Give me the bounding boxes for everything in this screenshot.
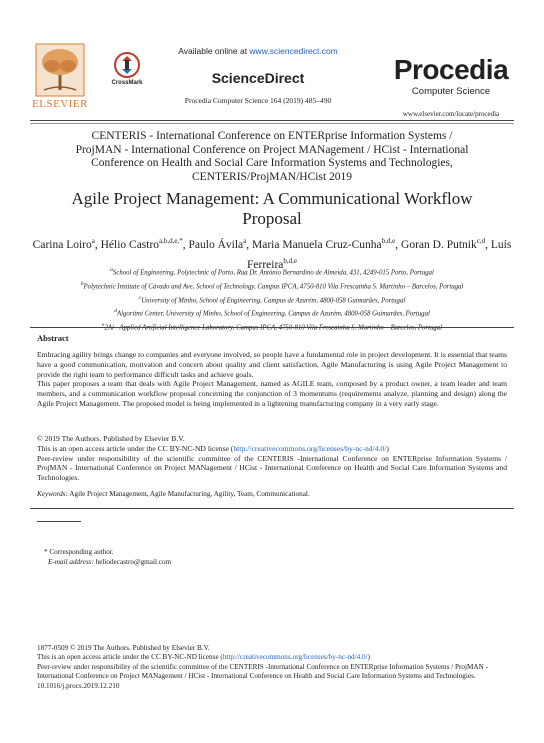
elsevier-tree-logo (30, 40, 90, 106)
abstract-top-rule (30, 327, 514, 328)
publisher-name: ELSEVIER (32, 98, 88, 110)
author: Luís Ferreira$^{b,d,e}$ (246, 238, 512, 271)
affiliation: $^b$Polytechnic Institute of Cávado and Ave, School of Technology, Campus IPCA, 4750-810 Vila Frescainha S. Martinho – Barcelos, Portugal (80, 280, 464, 291)
crossmark-label: CrossMark (111, 80, 143, 86)
affiliation: $^a$School of Engineering, Polytechnic of Porto, Rua Dr. António Bernardino de Almeida, 431, 4249-015 Porto, Portugal (110, 267, 434, 277)
email-label: E-mail address: (48, 558, 94, 566)
conference-name (36, 130, 508, 184)
footer-license-link[interactable]: http://creativecommons.org/licenses/by-nc-nd/4.0/ (222, 653, 368, 662)
conference-line: CENTERIS - International Conference on ENTERprise Information Systems / (91, 130, 453, 142)
procedia-url[interactable]: www.elsevier.com/locate/procedia (402, 110, 500, 118)
email-address[interactable]: heliodecastro@gmail.com (95, 558, 172, 566)
journal-reference: Procedia Computer Science 164 (2019) 485–490 (184, 96, 332, 105)
crossmark-icon[interactable] (114, 52, 140, 80)
footnote-rule (37, 521, 81, 522)
paper-title (36, 189, 508, 229)
sciencedirect-link[interactable]: www.sciencedirect.com (249, 46, 338, 56)
sciencedirect-brand: ScienceDirect (211, 70, 305, 86)
footer-peer-review: Peer-review under responsibility of the scientific committee of the CENTERIS -International Conference on ENTERprise Information Systems / ProjMAN - International Conference on Project MANagement / HCist - International Conference on Health and Social Care Information Systems and Technologies. (37, 662, 488, 681)
abstract-paragraph: Embracing agility brings change to companies and everyone involved, so people have a fundamental role in project development. It is essential that teams have a good communication, motivation and concern about quality and client satisfaction, Agile Manufacturing is using Agile Project Management to provide the right team to performance difficult tasks and achieve goals. (37, 350, 507, 379)
available-prefix: Available online at (178, 46, 250, 56)
title-line: Agile Project Management: A Communicational Workflow (71, 189, 473, 208)
abstract-body (37, 350, 507, 409)
keywords (37, 490, 507, 498)
conference-line: Conference on Health and Social Care Information Systems and Technologies, (91, 157, 453, 169)
author: Goran D. Putnik$^{c,d}$ (401, 237, 486, 251)
affiliation: $^c$University of Minho, School of Engineering, Campus de Azurém, 4800-058 Guimarães, Portugal (138, 294, 406, 304)
affiliation: $^e$2Ai - Applied Artificial Intelligence Laboratory, Campus IPCA, 4750-810 Vila Frescainha S. Martinho – Barcelos, Portugal (101, 322, 443, 332)
peer-review: Peer-review under responsibility of the scientific committee of the CENTERIS -International Conference on ENTERprise Information Systems / ProjMAN - International Conference on Project MANagement / HCist - International Conference on Health and Social Care Information Systems and Technologies. (37, 453, 507, 483)
footer (37, 644, 507, 691)
affiliation: $^d$Algoritmi Center, University of Minho, School of Engineering, Campus de Azurém, 4800-058 Guimarães, Portugal (114, 308, 430, 318)
footer-doi[interactable]: 10.1016/j.procs.2019.12.210 (37, 681, 120, 690)
footer-issn: 1877-0509 © 2019 The Authors. Published by Elsevier B.V. (37, 644, 210, 652)
conference-line: CENTERIS/ProjMAN/HCist 2019 (191, 170, 353, 183)
procedia-subtitle: Computer Science (411, 86, 491, 97)
corresponding-author: * Corresponding author. (44, 548, 114, 556)
keywords-bottom-rule (30, 508, 514, 509)
keywords-text: Agile Project Management, Agile Manufacturing, Agility, Team, Communicational. (69, 490, 310, 498)
conference-line: ProjMAN - International Conference on Project MANagement / HCist - International (75, 143, 469, 156)
email-line (48, 558, 171, 566)
author: Carina Loiro$^a$ (32, 237, 95, 251)
author: Hélio Castro$^{a,b,d,e,*}$ (100, 237, 183, 251)
title-line: Proposal (242, 209, 302, 228)
author-list: Carina Loiro$^a$, Hélio Castro$^{a,b,d,e,*}$, Paulo Ávila$^a$, Maria Manuela Cruz-Cunha$^{b,d,e}$, Goran D. Putnik$^{c,d}$, Luís Ferreira$^{b,d,e}$ (32, 237, 512, 271)
abstract-heading: Abstract (37, 333, 69, 343)
license-block (37, 434, 507, 483)
available-online (158, 46, 358, 56)
abstract-paragraph: This paper proposes a team that deals with Agile Project Management, named as AGILE team, composed by a product owner, a team leader and team members, and a communication workflow proposal concerning the conjunction of 3 momentums (requirements analyze, planning and design) along the Agile Project Management. The proposed model is being implemented in a lightening manufacturing company in a very early stage. (37, 379, 507, 408)
header-rule-thin (30, 123, 514, 124)
open-access: This is an open access article under the CC BY-NC-ND license (http://creativecommons.org/licenses/by-nc-nd/4.0/) (37, 443, 389, 453)
author: Paulo Ávila$^a$ (188, 237, 247, 251)
header-rule (30, 120, 514, 121)
footer-open-access: This is an open access article under the CC BY-NC-ND license (http://creativecommons.org/licenses/by-nc-nd/4.0/) (37, 653, 371, 662)
affiliation-list (30, 265, 514, 334)
license-link[interactable]: http://creativecommons.org/licenses/by-nc-nd/4.0/ (233, 443, 387, 453)
author: Maria Manuela Cruz-Cunha$^{b,d,e}$ (252, 237, 396, 251)
keywords-label: Keywords: (37, 490, 68, 498)
copyright: © 2019 The Authors. Published by Elsevier B.V. (37, 434, 185, 443)
procedia-title: Procedia (393, 54, 509, 85)
